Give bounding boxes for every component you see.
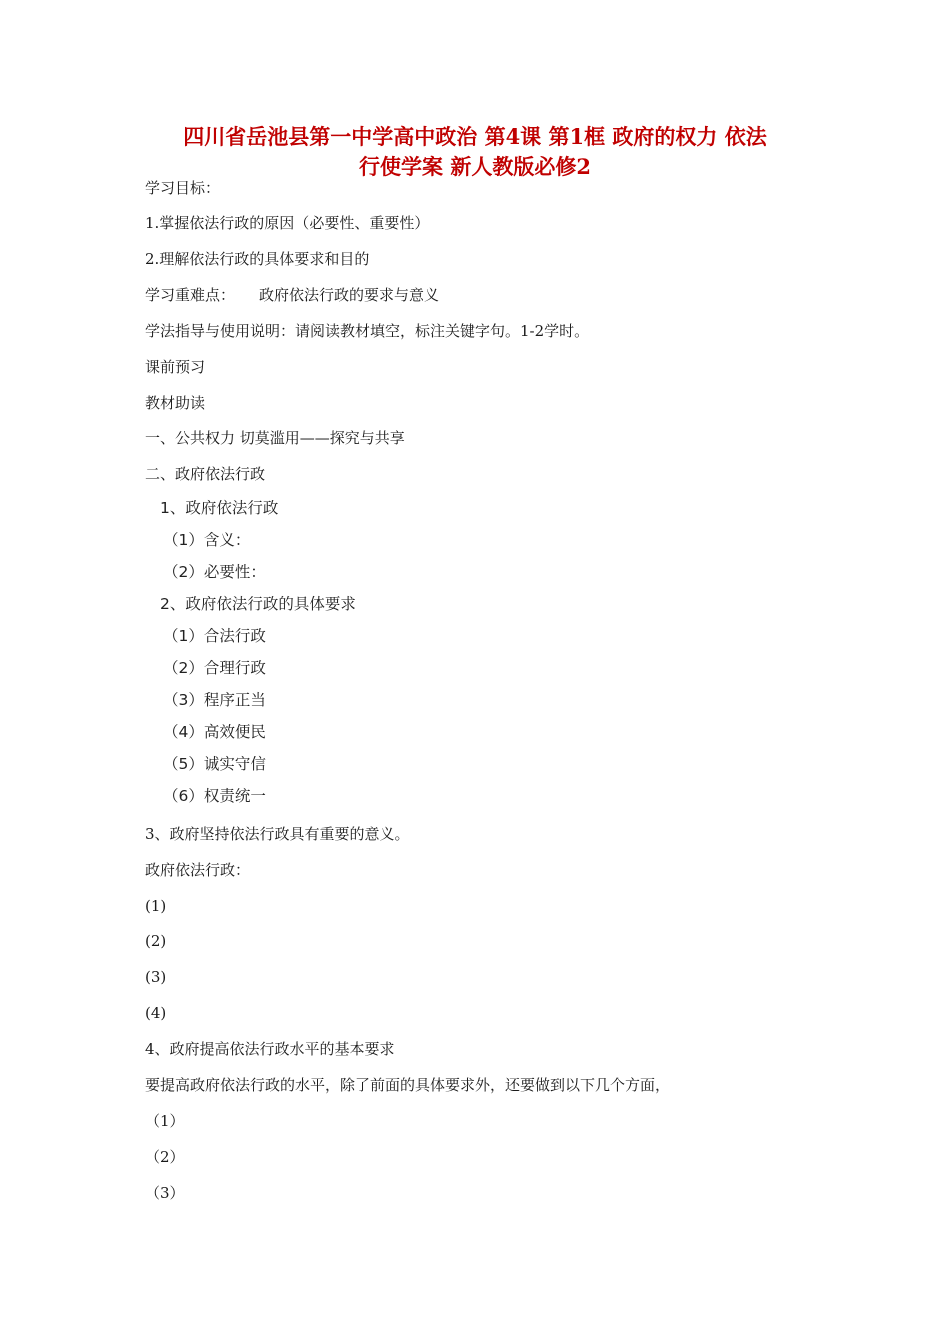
- reading-heading: 教材助读: [145, 394, 206, 412]
- goal-2: 2.理解依法行政的具体要求和目的: [145, 250, 370, 268]
- significance-3: (3): [145, 968, 167, 986]
- key-points-label: 学习重难点：: [145, 286, 236, 304]
- significance-2: (2): [145, 932, 167, 950]
- key-points: [145, 285, 439, 305]
- preview-heading: 课前预习: [145, 358, 206, 376]
- method-note: 学法指导与使用说明：请阅读教材填空，标注关键字句。1-2学时。: [145, 322, 590, 340]
- goals-heading: 学习目标：: [145, 179, 221, 197]
- requirement-5: （5）诚实守信: [163, 755, 266, 773]
- subsection-1-heading: 1、政府依法行政: [160, 499, 279, 517]
- significance-1: (1): [145, 897, 167, 915]
- key-points-text: 政府依法行政的要求与意义: [259, 286, 440, 304]
- section-1-heading: 一、公共权力 切莫滥用——探究与共享: [145, 429, 405, 447]
- subsection-3-lead: 政府依法行政：: [145, 861, 251, 879]
- subsection-1-item-1: （1）含义：: [163, 531, 251, 549]
- subsection-2-heading: 2、政府依法行政的具体要求: [160, 595, 356, 613]
- title-line-1: 四川省岳池县第一中学高中政治 第4课 第1框 政府的权力 依法: [183, 124, 767, 149]
- basic-requirement-2: （2）: [145, 1148, 185, 1166]
- basic-requirement-1: （1）: [145, 1112, 185, 1130]
- title-line-2: 行使学案 新人教版必修2: [359, 154, 591, 179]
- subsection-3-heading: 3、政府坚持依法行政具有重要的意义。: [145, 825, 410, 843]
- requirement-1: （1）合法行政: [163, 627, 266, 645]
- significance-4: (4): [145, 1004, 167, 1022]
- section-2-heading: 二、政府依法行政: [145, 465, 266, 483]
- subsection-4-lead: 要提高政府依法行政的水平，除了前面的具体要求外，还要做到以下几个方面，: [145, 1076, 671, 1094]
- subsection-4-heading: 4、政府提高依法行政水平的基本要求: [145, 1040, 395, 1058]
- basic-requirement-3: （3）: [145, 1184, 185, 1202]
- requirement-6: （6）权责统一: [163, 787, 266, 805]
- goal-1: 1.掌握依法行政的原因（必要性、重要性）: [145, 214, 430, 232]
- subsection-1-item-2: （2）必要性：: [163, 563, 266, 581]
- requirement-3: （3）程序正当: [163, 691, 266, 709]
- requirement-2: （2）合理行政: [163, 659, 266, 677]
- requirement-4: （4）高效便民: [163, 723, 266, 741]
